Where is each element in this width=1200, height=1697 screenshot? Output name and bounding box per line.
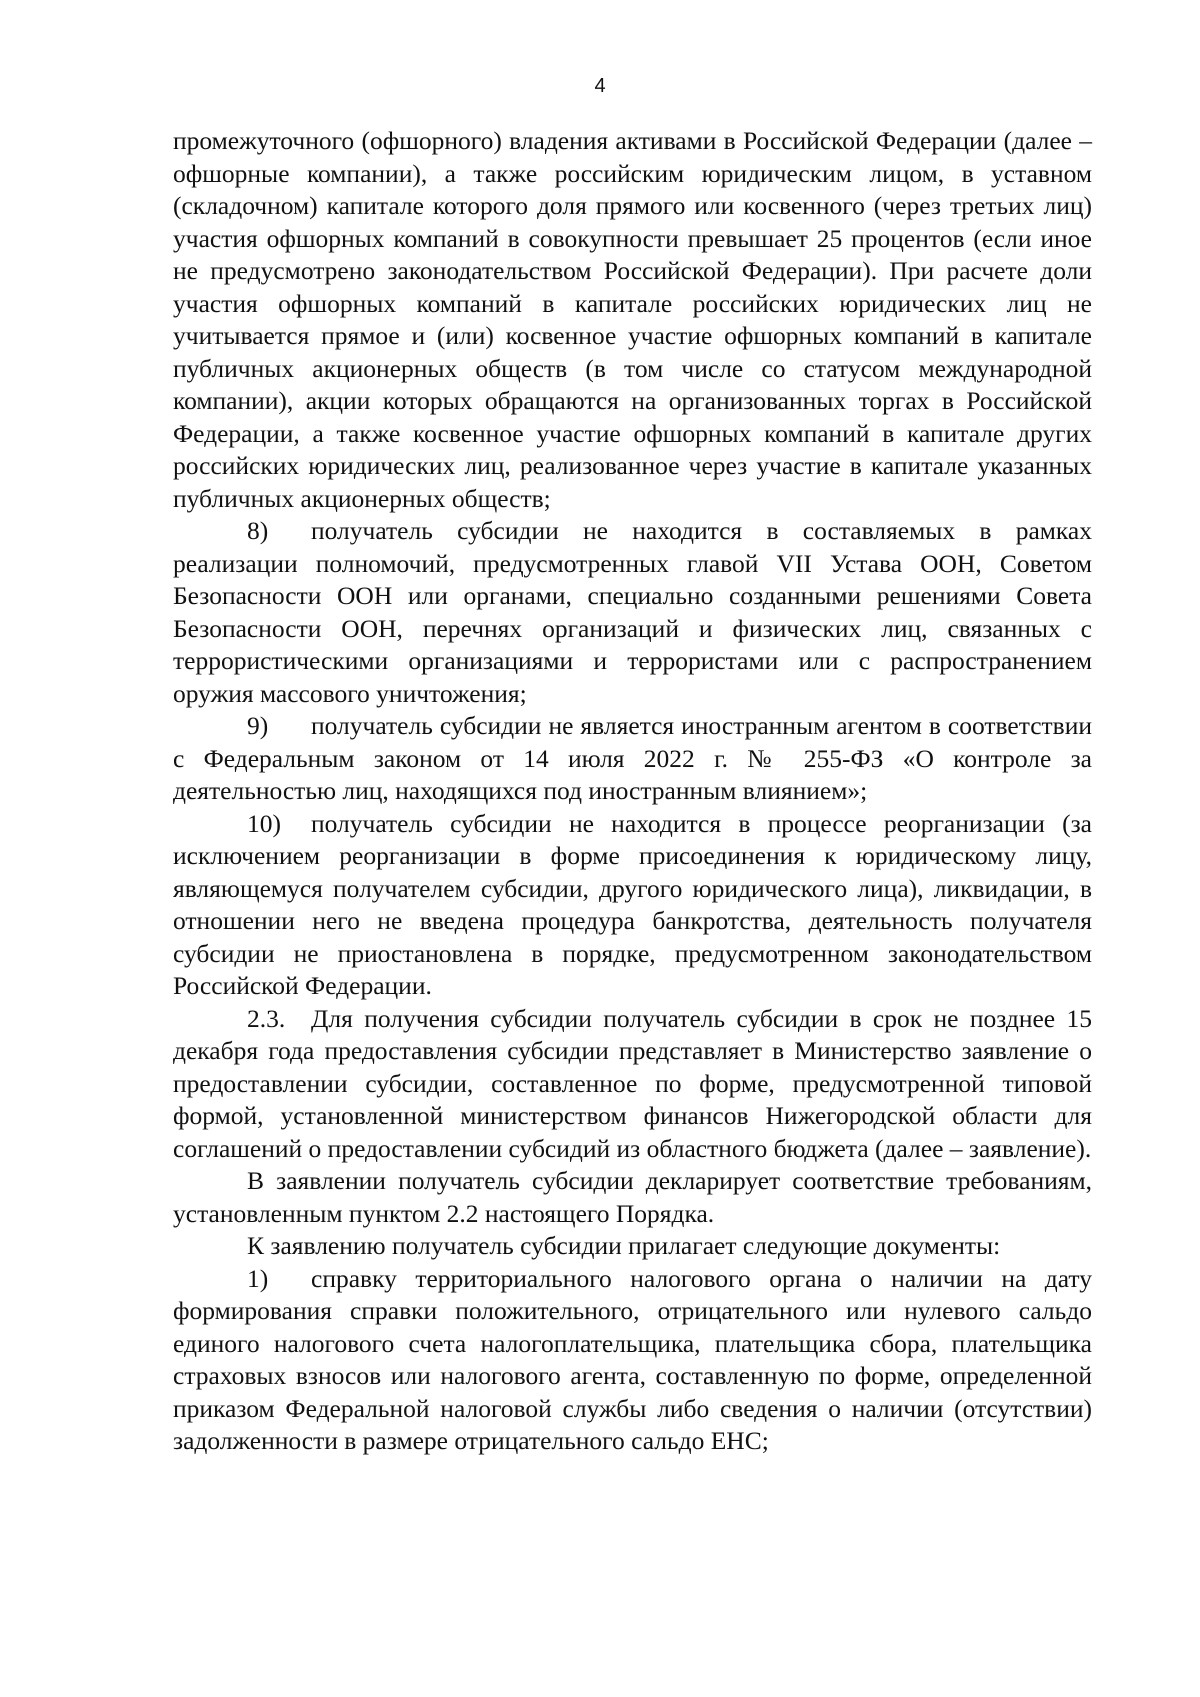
paragraph-section-2-3 xyxy=(173,1003,1092,1166)
paragraph-item-10 xyxy=(173,808,1092,1003)
page-number: 4 xyxy=(594,75,606,97)
paragraph-document-1 xyxy=(173,1263,1092,1458)
paragraph-item-8 xyxy=(173,515,1092,710)
paragraph-text: справку территориального налогового органа о наличии на дату формирования справки положительного, отрицательного или нулевого сальдо единого налогового счета налогоплательщика, плательщика сбора, плательщика страховых взносов или налогового агента, составленную по форме, определенной приказом Федеральной налоговой службы либо сведения о наличии (отсутствии) задолженности в размере отрицательного сальдо ЕНС; xyxy=(173,1263,1092,1455)
paragraph-text: В заявлении получатель субсидии декларирует соответствие требованиям, установленным пунктом 2.2 настоящего Порядка. xyxy=(173,1166,1092,1228)
paragraph-documents-intro xyxy=(173,1230,1092,1263)
paragraph-declaration xyxy=(173,1165,1092,1230)
paragraph-text: получатель субсидии не находится в составляемых в рамках реализации полномочий, предусмотренных главой VII Устава ООН, Советом Безопасности ООН или органами, специально созданными решениями Совета Безопасности ООН, перечнях организаций и физических лиц, связанных с террористическими организациями и террористами или с распространением оружия массового уничтожения; xyxy=(173,516,1092,708)
paragraph-text: К заявлению получатель субсидии прилагает следующие документы: xyxy=(247,1231,1001,1260)
section-number: 2.3. xyxy=(247,1003,286,1033)
paragraph-text: Для получения субсидии получатель субсидии в срок не позднее 15 декабря года предоставления субсидии представляет в Министерство заявление о предоставлении субсидии, составленное по форме, предусмотренной типовой формой, установленной министерством финансов Нижегородской области для соглашений о предоставлении субсидий из областного бюджета (далее – заявление). xyxy=(173,1003,1092,1163)
document-body xyxy=(173,125,1092,1458)
paragraph-text: промежуточного (офшорного) владения активами в Российской Федерации (далее – офшорные компании), а также российским юридическим лицом, в уставном (складочном) капитале которого доля прямого или косвенного (через третьих лиц) участия офшорных компаний в совокупности превышает 25 процентов (если иное не предусмотрено законодательством Российской Федерации). При расчете доли участия офшорных компаний в капитале российских юридических лиц не учитывается прямое и (или) косвенное участие офшорных компаний в капитале публичных акционерных обществ (в том числе со статусом международной компании), акции которых обращаются на организованных торгах в Российской Федерации, а также косвенное участие офшорных компаний в капитале других российских юридических лиц, реализованное через участие в капитале указанных публичных акционерных обществ; xyxy=(173,126,1092,513)
paragraph-text: получатель субсидии не находится в процессе реорганизации (за исключением реорганизации в форме присоединения к юридическому лицу, являющемуся получателем субсидии, другого юридического лица), ликвидации, в отношении него не введена процедура банкротства, деятельность получателя субсидии не приостановлена в порядке, предусмотренном законодательством Российской Федерации. xyxy=(173,808,1092,1000)
item-number: 8) xyxy=(247,516,269,545)
item-number: 9) xyxy=(247,711,269,740)
item-number: 10) xyxy=(247,808,281,838)
item-number: 1) xyxy=(247,1263,269,1293)
paragraph-item-9 xyxy=(173,710,1092,808)
paragraph-offshore-continuation xyxy=(173,125,1092,515)
paragraph-text: получатель субсидии не является иностранным агентом в соответствии с Федеральным законом от 14 июля 2022 г. № 255-ФЗ «О контроле за деятельностью лиц, находящихся под иностранным влиянием»; xyxy=(173,711,1092,805)
